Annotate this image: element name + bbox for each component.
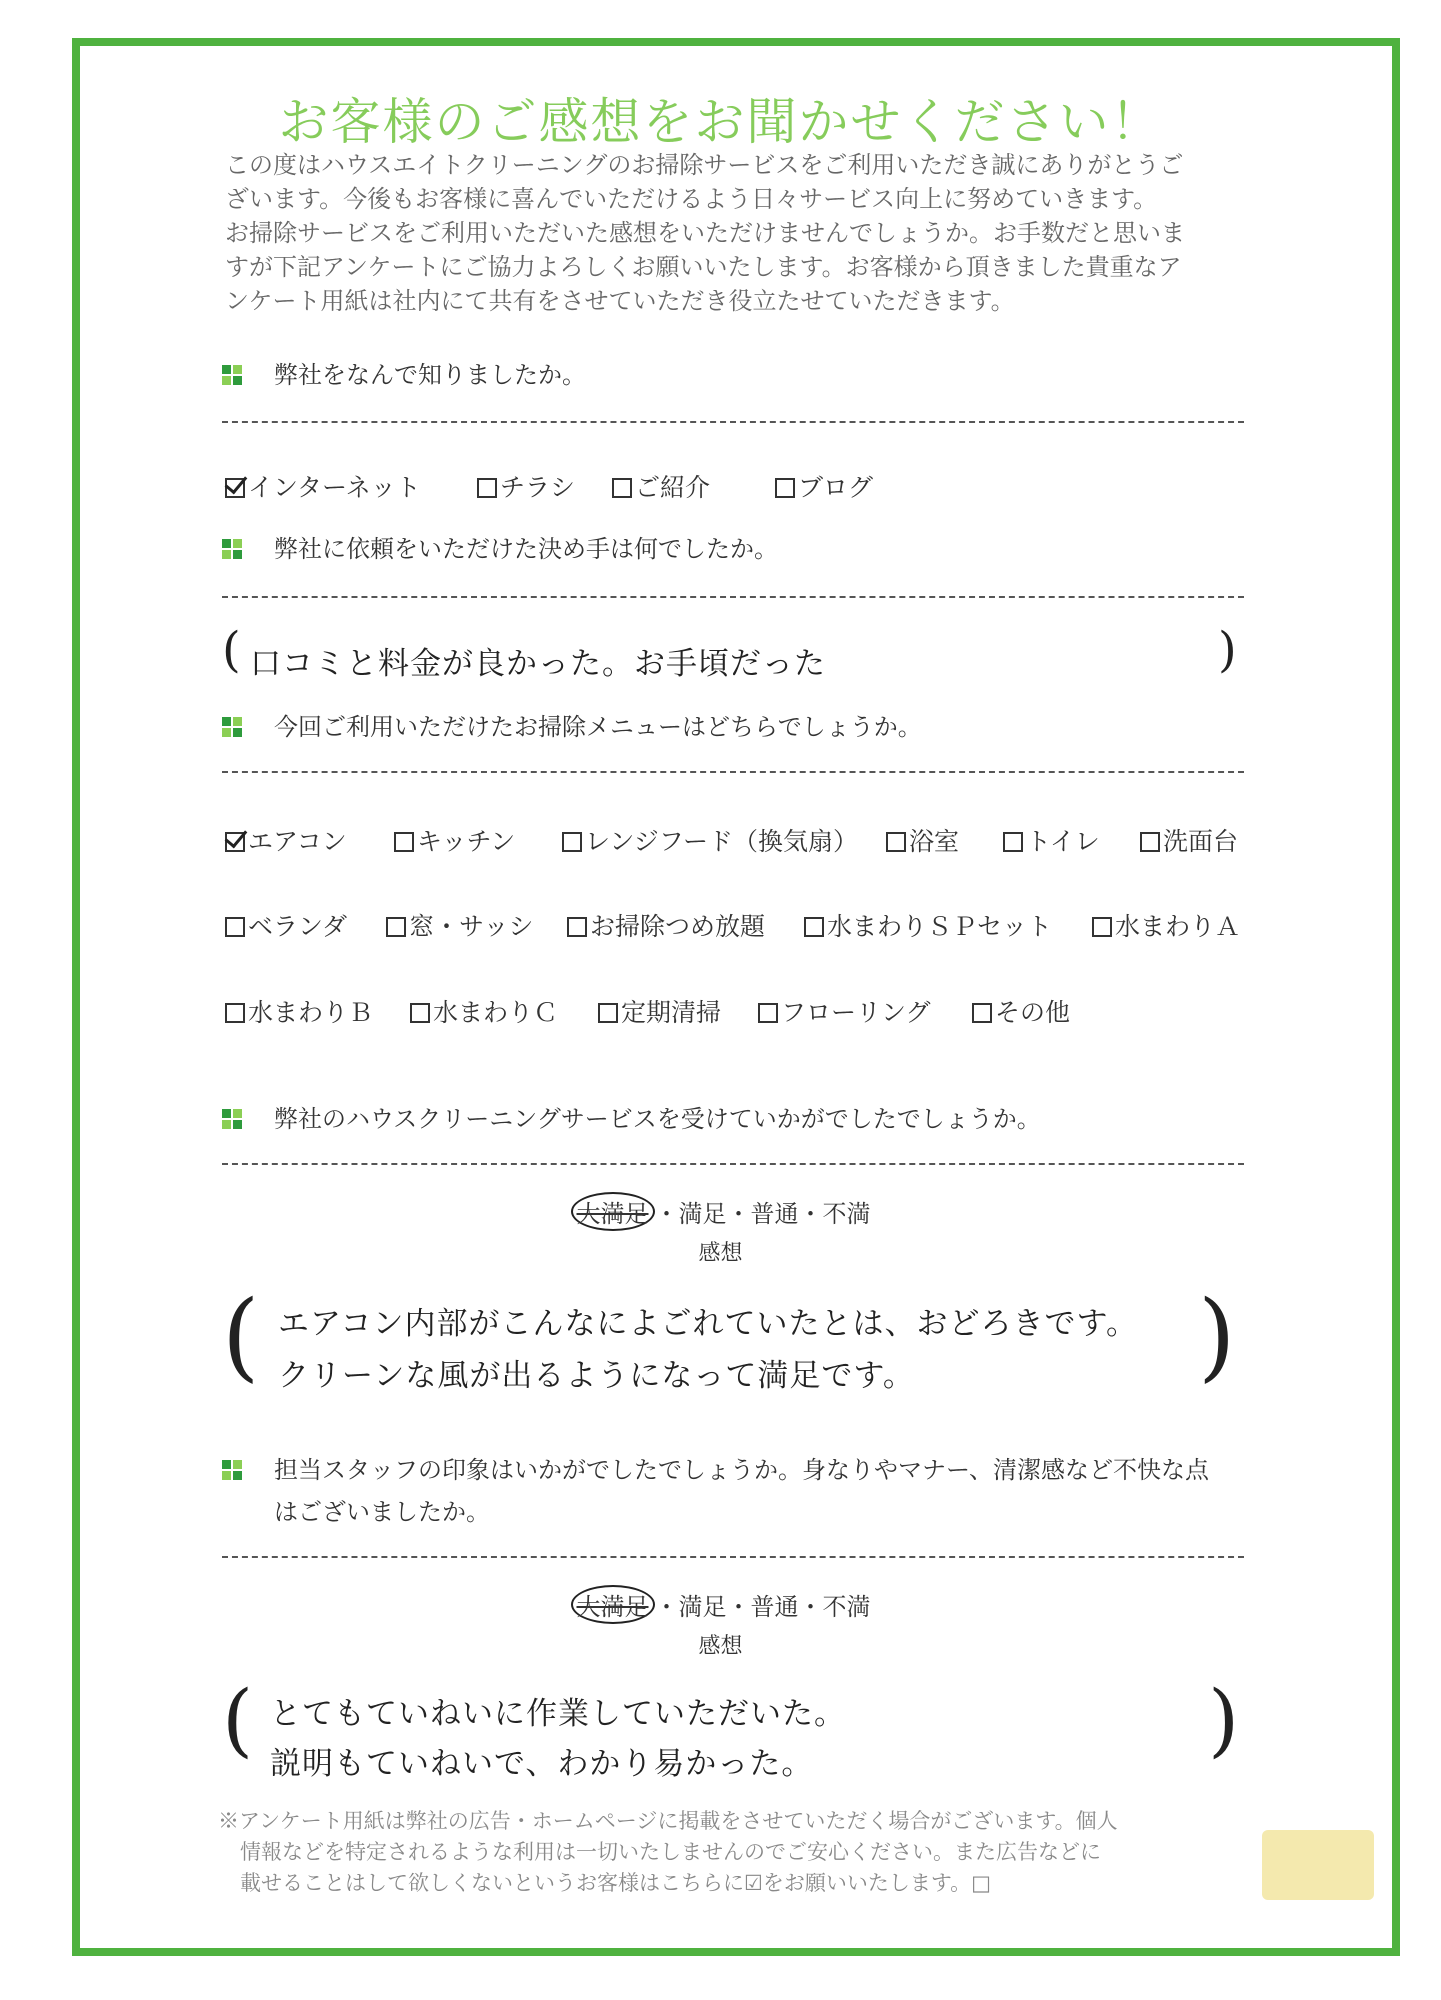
checkbox-icon[interactable] bbox=[612, 478, 632, 498]
checkbox-icon[interactable] bbox=[225, 1003, 245, 1023]
kanso-label: 感想 bbox=[698, 1241, 743, 1266]
checkbox-icon[interactable] bbox=[1092, 917, 1112, 937]
checkbox-icon[interactable] bbox=[477, 478, 497, 498]
checkbox-icon[interactable] bbox=[225, 917, 245, 937]
footer-line: 載せることはして欲しくないというお客様はこちらに☑をお願いいたします。□ bbox=[240, 1871, 991, 1895]
menu-option[interactable]: お掃除つめ放題 bbox=[567, 907, 765, 943]
open-paren: ( bbox=[222, 1673, 254, 1766]
page-title: お客様のご感想をお聞かせください！ bbox=[278, 93, 1163, 151]
divider bbox=[222, 1163, 1244, 1165]
menu-option[interactable]: 水まわりＣ bbox=[410, 993, 558, 1029]
kanso-label: 感想 bbox=[698, 1634, 743, 1659]
checkbox-checked-icon[interactable] bbox=[225, 478, 245, 498]
checkbox-icon[interactable] bbox=[1140, 832, 1160, 852]
divider bbox=[222, 1556, 1244, 1558]
question-label: 弊社に依頼をいただけた決め手は何でしたか。 bbox=[274, 535, 778, 563]
checkbox-icon[interactable] bbox=[386, 917, 406, 937]
close-paren: ) bbox=[1218, 622, 1237, 678]
intro-line: ざいます。今後もお客様に喜んでいただけるよう日々サービス向上に努めていきます。 bbox=[225, 185, 1158, 213]
intro-line: ンケート用紙は社内にて共有をさせていただき役立たせていただきます。 bbox=[225, 287, 1015, 315]
checkbox-icon[interactable] bbox=[598, 1003, 618, 1023]
question-label: はございましたか。 bbox=[274, 1498, 490, 1526]
checkbox-icon[interactable] bbox=[1003, 832, 1023, 852]
intro-line: この度はハウスエイトクリーニングのお掃除サービスをご利用いただき誠にありがとうご bbox=[225, 151, 1184, 179]
menu-option[interactable]: レンジフード（換気扇） bbox=[562, 822, 858, 858]
bullet-icon bbox=[222, 1109, 242, 1129]
menu-option[interactable]: 水まわりＡ bbox=[1092, 907, 1240, 943]
close-paren: ) bbox=[1208, 1673, 1240, 1766]
checkbox-icon[interactable] bbox=[567, 917, 587, 937]
checkbox-icon[interactable] bbox=[562, 832, 582, 852]
checkbox-icon[interactable] bbox=[410, 1003, 430, 1023]
divider bbox=[222, 771, 1244, 773]
open-paren: ( bbox=[222, 1280, 260, 1392]
divider bbox=[222, 421, 1244, 423]
divider bbox=[222, 596, 1244, 598]
question-label: 担当スタッフの印象はいかがでしたでしょうか。身なりやマナー、清潔感など不快な点 bbox=[274, 1456, 1210, 1484]
bullet-icon bbox=[222, 717, 242, 737]
checkbox-checked-icon[interactable] bbox=[225, 832, 245, 852]
checkbox-icon[interactable] bbox=[775, 478, 795, 498]
menu-option[interactable]: トイレ bbox=[1003, 822, 1100, 858]
menu-option[interactable]: ベランダ bbox=[225, 907, 347, 943]
footer-line: 情報などを特定されるような利用は一切いたしませんのでご安心ください。また広告などに bbox=[240, 1840, 1101, 1864]
rating-options[interactable]: ・満足・普通・不満 bbox=[654, 1593, 871, 1621]
menu-option[interactable]: 水まわりＢ bbox=[225, 993, 373, 1029]
checkbox-icon[interactable] bbox=[394, 832, 414, 852]
answer-handwriting: 口コミと料金が良かった。お手頃だった bbox=[250, 646, 826, 682]
rating-scale[interactable] bbox=[0, 1585, 1441, 1624]
menu-option[interactable]: フローリング bbox=[758, 993, 931, 1029]
menu-option[interactable]: エアコン bbox=[225, 822, 347, 858]
bullet-icon bbox=[222, 539, 242, 559]
intro-text bbox=[225, 148, 1270, 318]
menu-option[interactable]: キッチン bbox=[394, 822, 515, 858]
rating-scale[interactable] bbox=[0, 1192, 1441, 1231]
intro-line: お掃除サービスをご利用いただいた感想をいただけませんでしょうか。お手数だと思いま bbox=[225, 219, 1185, 247]
rating-selected[interactable]: 大満足 bbox=[571, 1192, 655, 1231]
bullet-icon bbox=[222, 1460, 242, 1480]
rating-selected[interactable]: 大満足 bbox=[571, 1585, 655, 1624]
menu-option[interactable]: 浴室 bbox=[886, 822, 959, 858]
answer-handwriting: クリーンな風が出るようになって満足です。 bbox=[278, 1358, 915, 1394]
checkbox-icon[interactable] bbox=[804, 917, 824, 937]
menu-option[interactable]: その他 bbox=[972, 993, 1070, 1029]
question-label: 今回ご利用いただけたお掃除メニューはどちらでしょうか。 bbox=[274, 713, 922, 741]
intro-line: すが下記アンケートにご協力よろしくお願いいたします。お客様から頂きました貴重なア bbox=[225, 253, 1182, 281]
menu-option[interactable]: 洗面台 bbox=[1140, 822, 1238, 858]
close-paren: ) bbox=[1198, 1280, 1236, 1392]
footer-note bbox=[218, 1806, 1258, 1899]
option-internet[interactable]: インターネット bbox=[225, 468, 421, 504]
open-paren: ( bbox=[222, 622, 241, 678]
question-label: 弊社のハウスクリーニングサービスを受けていかがでしたでしょうか。 bbox=[274, 1105, 1041, 1133]
option-blog[interactable]: ブログ bbox=[775, 468, 873, 504]
option-referral[interactable]: ご紹介 bbox=[612, 468, 710, 504]
footer-line: ※アンケート用紙は弊社の広告・ホームページに掲載をさせていただく場合がございます。個人 bbox=[218, 1809, 1118, 1833]
menu-option[interactable]: 水まわりＳＰセット bbox=[804, 907, 1052, 943]
menu-option[interactable]: 窓・サッシ bbox=[386, 907, 534, 943]
question-label: 弊社をなんで知りましたか。 bbox=[274, 361, 586, 389]
answer-handwriting: とてもていねいに作業していただいた。 bbox=[270, 1696, 846, 1732]
answer-handwriting: エアコン内部がこんなによごれていたとは、おどろきです。 bbox=[278, 1306, 1138, 1342]
option-flyer[interactable]: チラシ bbox=[477, 468, 575, 504]
checkbox-icon[interactable] bbox=[972, 1003, 992, 1023]
checkbox-icon[interactable] bbox=[758, 1003, 778, 1023]
rating-options[interactable]: ・満足・普通・不満 bbox=[654, 1200, 871, 1228]
bullet-icon bbox=[222, 365, 242, 385]
answer-handwriting: 説明もていねいで、わかり易かった。 bbox=[270, 1746, 814, 1782]
checkbox-icon[interactable] bbox=[886, 832, 906, 852]
menu-option[interactable]: 定期清掃 bbox=[598, 993, 721, 1029]
company-logo-icon bbox=[1262, 1830, 1374, 1900]
